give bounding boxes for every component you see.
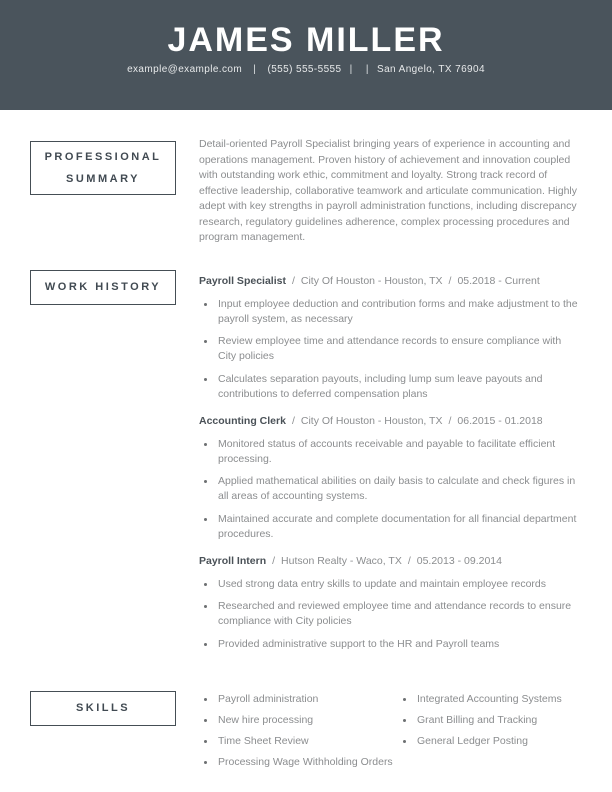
skills-list (398, 692, 580, 749)
candidate-name: JAMES MILLER (167, 21, 445, 59)
slash-separator: / (291, 274, 295, 287)
job-bullet: • Applied mathematical abilities on daily basis to calculate and check figures in all areas of accounting systems. (216, 474, 580, 504)
summary-label-column (0, 137, 199, 246)
job-heading (199, 555, 580, 568)
job-entry (199, 275, 580, 402)
contact-location: San Angelo, TX 76904 (377, 64, 485, 75)
work-history-content (199, 270, 612, 660)
skill-item: • New hire processing (216, 713, 398, 728)
job-bullet-list (199, 297, 580, 402)
job-heading (199, 275, 580, 288)
contact-line (0, 64, 612, 75)
skills-section (0, 691, 612, 776)
job-entry (199, 555, 580, 652)
summary-content (199, 137, 612, 246)
summary-label-line1: PROFESSIONAL (44, 151, 162, 163)
skills-label-box (30, 691, 176, 726)
slash-separator: / (448, 274, 452, 287)
header (0, 0, 612, 110)
summary-label-line2: SUMMARY (66, 173, 140, 185)
job-bullet: • Monitored status of accounts receivable and payable to facilitate efficient processing. (216, 437, 580, 467)
job-company: Hutson Realty - Waco, TX (281, 554, 402, 567)
contact-separator: | (365, 64, 369, 75)
contact-separator: | (349, 64, 353, 75)
job-heading (199, 415, 580, 428)
skills-label-column (0, 691, 199, 776)
job-title: Payroll Intern (199, 554, 267, 567)
job-bullet: • Review employee time and attendance records to ensure compliance with City policies (216, 334, 580, 364)
job-title: Accounting Clerk (199, 414, 286, 427)
summary-text: Detail-oriented Payroll Specialist bringing years of experience in accounting and operations management. Proven history of achievement and innovation coupled with outstanding work ethic, commitment and loyalty. Strong track record of effective leadership, collaborative teamwork and articulate communication. Highly adept with key strengths in payroll administration functions, including discrepancy research, regulatory guidelines adherence, complex processing procedures and program management. (199, 138, 577, 243)
slash-separator: / (448, 414, 452, 427)
skills-list (199, 692, 398, 770)
job-bullet-list (199, 577, 580, 652)
skill-item: • General Ledger Posting (415, 734, 580, 749)
skill-item: • Time Sheet Review (216, 734, 398, 749)
contact-email: example@example.com (127, 64, 243, 75)
summary-section (0, 137, 612, 246)
job-bullet: • Maintained accurate and complete documentation for all financial department procedures. (216, 512, 580, 542)
slash-separator: / (291, 414, 295, 427)
job-dates: 05.2018 - Current (457, 274, 540, 287)
job-bullet: • Researched and reviewed employee time and attendance records to ensure compliance with City policies (216, 599, 580, 629)
skill-item: • Grant Billing and Tracking (415, 713, 580, 728)
job-title: Payroll Specialist (199, 274, 286, 287)
job-company: City Of Houston - Houston, TX (300, 274, 443, 287)
contact-separator: | (253, 64, 257, 75)
skills-column-1 (199, 692, 398, 776)
work-history-label-box (30, 270, 176, 305)
work-history-label: WORK HISTORY (44, 280, 162, 293)
slash-separator: / (272, 554, 276, 567)
work-history-section (0, 270, 612, 660)
skill-item: • Payroll administration (216, 692, 398, 707)
job-company: City Of Houston - Houston, TX (300, 414, 443, 427)
job-bullet: • Provided administrative support to the HR and Payroll teams (216, 637, 580, 652)
summary-label-box (30, 141, 176, 195)
work-history-label-column (0, 270, 199, 660)
skills-label: SKILLS (75, 702, 131, 714)
slash-separator: / (407, 554, 411, 567)
skill-item: • Integrated Accounting Systems (415, 692, 580, 707)
job-dates: 06.2015 - 01.2018 (457, 414, 543, 427)
skill-item: • Processing Wage Withholding Orders (216, 755, 398, 770)
job-bullet-list (199, 437, 580, 542)
contact-phone: (555) 555-5555 (267, 64, 342, 75)
job-bullet: • Input employee deduction and contribution forms and make adjustment to the payroll system, as necessary (216, 297, 580, 327)
job-bullet: • Calculates separation payouts, including lump sum leave payouts and contributions to deferred compensation plans (216, 372, 580, 402)
skills-column-2 (398, 692, 580, 776)
job-dates: 05.2013 - 09.2014 (416, 554, 502, 567)
skills-content (199, 691, 612, 776)
job-entry (199, 415, 580, 542)
job-bullet: • Used strong data entry skills to update and maintain employee records (216, 577, 580, 592)
